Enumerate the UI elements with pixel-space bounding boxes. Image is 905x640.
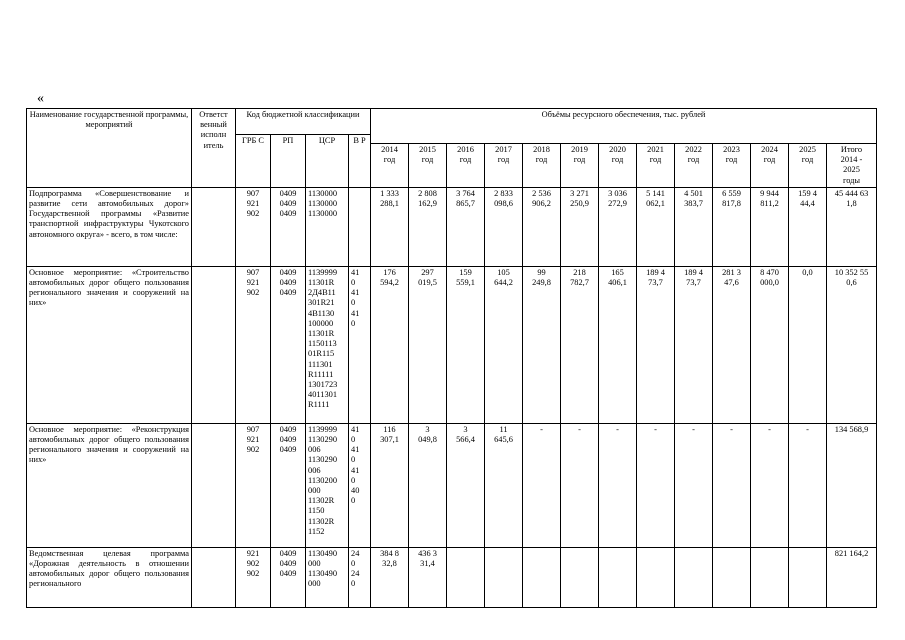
row-name: Основное мероприятие: «Строительство автомобильных дорог общего пользования регионального значения и сооружений на них» [27, 266, 192, 423]
row-value: - [637, 423, 675, 547]
row-vr: 24 0 24 0 [349, 547, 371, 607]
header-executor: Ответст венный исполн итель [192, 109, 236, 188]
header-year: 2017 год [485, 144, 523, 188]
row-rp: 0409 0409 0409 [271, 266, 306, 423]
row-value: 3 271 250,9 [561, 187, 599, 266]
row-csr: 1130490 000 1130490 000 [306, 547, 349, 607]
table-row [27, 266, 877, 423]
header-year: 2018 год [523, 144, 561, 188]
header-year: 2014 год [371, 144, 409, 188]
header-total: Итого 2014 - 2025 годы [827, 144, 877, 188]
table-row [27, 423, 877, 547]
row-rp: 0409 0409 0409 [271, 423, 306, 547]
row-value: 116 307,1 [371, 423, 409, 547]
header-year: 2015 год [409, 144, 447, 188]
header-csr: ЦСР [306, 135, 349, 188]
header-rp: РП [271, 135, 306, 188]
row-value: 1 333 288,1 [371, 187, 409, 266]
row-value: 3 566,4 [447, 423, 485, 547]
row-value [751, 547, 789, 607]
row-rp: 0409 0409 0409 [271, 547, 306, 607]
row-value: 2 833 098,6 [485, 187, 523, 266]
row-value: - [789, 423, 827, 547]
row-name: Подпрограмма «Совершенствование и развитие сети автомобильных дорог» Государственной программы «Развитие транспортной инфраструктуры Чукотского автономного округа» - всего, в том числе: [27, 187, 192, 266]
row-value [447, 547, 485, 607]
row-total: 45 444 63 1,8 [827, 187, 877, 266]
row-value: 105 644,2 [485, 266, 523, 423]
header-year: 2020 год [599, 144, 637, 188]
row-name: Основное мероприятие: «Реконструкция автомобильных дорог общего пользования регионального значения и сооружений на них» [27, 423, 192, 547]
row-value [523, 547, 561, 607]
row-grbs: 921 902 902 [236, 547, 271, 607]
row-value: 9 944 811,2 [751, 187, 789, 266]
row-value: 384 8 32,8 [371, 547, 409, 607]
row-value: 8 470 000,0 [751, 266, 789, 423]
table-row [27, 547, 877, 607]
header-budget-code: Код бюджетной классификации [236, 109, 371, 135]
row-csr: 1139999 11301R 2Д4В11 301R21 4В1130 100000 11301R 1150113 01R115 111301 R11111 1301723 4011301 R1111 [306, 266, 349, 423]
row-value: 281 3 47,6 [713, 266, 751, 423]
row-total: 134 568,9 [827, 423, 877, 547]
row-total: 821 164,2 [827, 547, 877, 607]
row-value: 189 4 73,7 [675, 266, 713, 423]
row-value: - [751, 423, 789, 547]
row-value: 3 036 272,9 [599, 187, 637, 266]
row-value: 189 4 73,7 [637, 266, 675, 423]
header-year: 2021 год [637, 144, 675, 188]
row-value [675, 547, 713, 607]
row-grbs: 907 921 902 [236, 423, 271, 547]
table-row [27, 187, 877, 266]
row-value: 5 141 062,1 [637, 187, 675, 266]
row-executor [192, 547, 236, 607]
resource-provision-table [26, 108, 877, 608]
row-value: 159 4 44,4 [789, 187, 827, 266]
row-csr: 1130000 1130000 1130000 [306, 187, 349, 266]
row-value: - [523, 423, 561, 547]
row-value [637, 547, 675, 607]
row-value: 218 782,7 [561, 266, 599, 423]
header-year: 2024 год [751, 144, 789, 188]
row-value: 297 019,5 [409, 266, 447, 423]
header-year: 2022 год [675, 144, 713, 188]
header-grbs: ГРБ С [236, 135, 271, 188]
header-program-name: Наименование государственной программы, мероприятий [27, 109, 192, 188]
row-vr: 41 0 41 0 41 0 [349, 266, 371, 423]
row-value: 0,0 [789, 266, 827, 423]
header-year: 2016 год [447, 144, 485, 188]
header-resource-volumes: Объёмы ресурсного обеспечения, тыс. рублей [371, 109, 877, 144]
row-value: - [713, 423, 751, 547]
row-value: 165 406,1 [599, 266, 637, 423]
opening-quote-mark: « [37, 91, 44, 106]
row-rp: 0409 0409 0409 [271, 187, 306, 266]
row-value: 2 808 162,9 [409, 187, 447, 266]
row-vr: 41 0 41 0 41 0 40 0 [349, 423, 371, 547]
row-vr [349, 187, 371, 266]
row-value: 4 501 383,7 [675, 187, 713, 266]
row-value: - [599, 423, 637, 547]
row-executor [192, 187, 236, 266]
header-vr: В Р [349, 135, 371, 188]
row-name: Ведомственная целевая программа «Дорожная деятельность в отношении автомобильных дорог общего пользования регионального [27, 547, 192, 607]
header-year: 2023 год [713, 144, 751, 188]
row-value: 99 249,8 [523, 266, 561, 423]
row-value: - [675, 423, 713, 547]
row-grbs: 907 921 902 [236, 187, 271, 266]
row-value: 436 3 31,4 [409, 547, 447, 607]
row-value: 3 049,8 [409, 423, 447, 547]
row-value: 3 764 865,7 [447, 187, 485, 266]
row-value: 6 559 817,8 [713, 187, 751, 266]
row-executor [192, 266, 236, 423]
header-year: 2025 год [789, 144, 827, 188]
row-grbs: 907 921 902 [236, 266, 271, 423]
row-executor [192, 423, 236, 547]
row-value: 2 536 906,2 [523, 187, 561, 266]
header-year: 2019 год [561, 144, 599, 188]
row-value: 11 645,6 [485, 423, 523, 547]
row-csr: 1139999 1130290 006 1130290 006 1130200 000 11302R 1150 11302R 1152 [306, 423, 349, 547]
row-value [713, 547, 751, 607]
row-value [485, 547, 523, 607]
row-value: - [561, 423, 599, 547]
row-value: 176 594,2 [371, 266, 409, 423]
row-value [561, 547, 599, 607]
row-total: 10 352 55 0,6 [827, 266, 877, 423]
row-value: 159 559,1 [447, 266, 485, 423]
row-value [789, 547, 827, 607]
row-value [599, 547, 637, 607]
